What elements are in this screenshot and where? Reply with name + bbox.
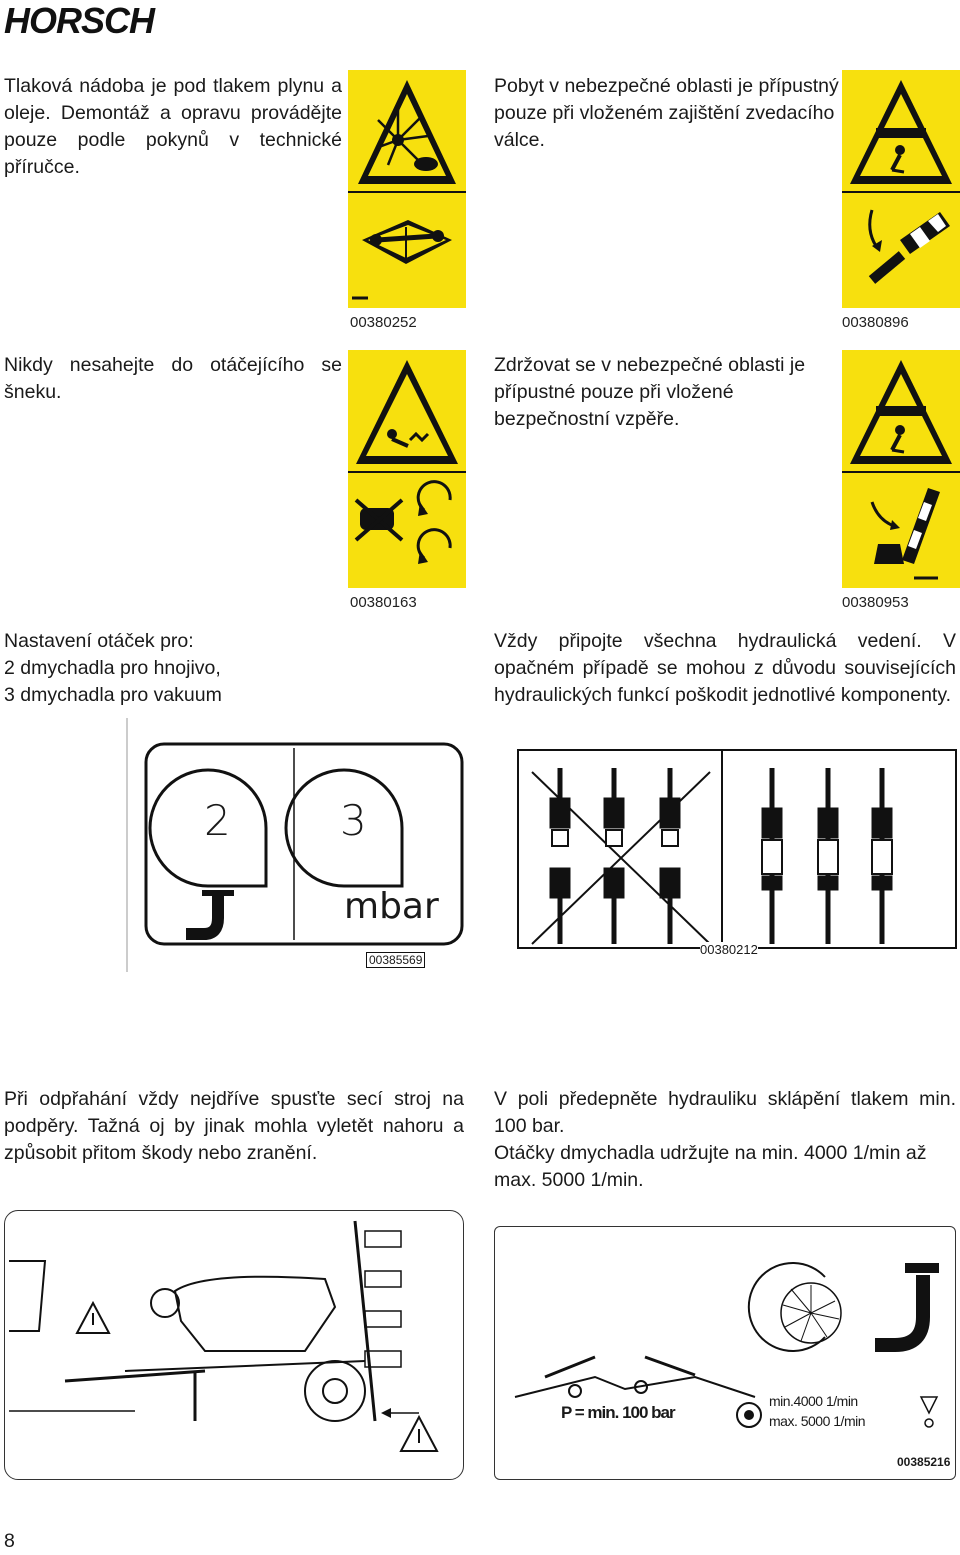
blower-digit-fertilizer: 2: [204, 796, 231, 845]
blower-sticker: [126, 718, 472, 972]
warning-sticker-explosion: [348, 70, 466, 308]
rpm-min: min.4000 1/min: [769, 1393, 858, 1409]
label-text-auger: Nikdy nesahejte do otáčejícího se šneku.: [4, 354, 342, 403]
blower-unit: mbar: [344, 886, 439, 927]
sticker-code: 00380163: [350, 594, 417, 611]
label-text-pressure-vessel: Tlaková nádoba je pod tlakem plynu a oleje. Demontáž a opravu provádějte pouze podle pokynů v technické příručce.: [4, 75, 342, 178]
rpm-max: max. 5000 1/min: [769, 1413, 865, 1429]
blower-digit-vacuum: 3: [340, 796, 367, 845]
sticker-code: 00380252: [350, 314, 417, 331]
drawbar-illustration: [4, 1210, 464, 1480]
pressure-value: P = min. 100 bar: [561, 1403, 675, 1422]
label-text-lift-cylinder: Pobyt v nebezpečné oblasti je přípustný pouze při vloženém zajištění zvedacího válce.: [494, 75, 839, 151]
warning-sticker-auger: [348, 350, 466, 588]
hydraulic-text: Vždy připojte všechna hydraulická vedení. V opačném případě se mohou z důvodu souvisejících hydraulických funkcí poškodit jednotlivé komponenty.: [494, 630, 956, 706]
warning-sticker-safety-prop: [842, 350, 960, 588]
hydraulic-sticker: [490, 748, 960, 972]
blower-text-line: Nastavení otáček pro:: [4, 630, 194, 652]
sticker-code: 00385569: [366, 952, 425, 968]
blower-text-line: 3 dmychadla pro vakuum: [4, 684, 222, 706]
label-text-safety-prop: Zdržovat se v nebezpečné oblasti je přípustné pouze při vložené bezpečnostní vzpěře.: [494, 354, 806, 430]
blower-text-line: 2 dmychadla pro hnojivo,: [4, 657, 221, 679]
sticker-code: 00385216: [897, 1455, 951, 1469]
horsch-logo: HORSCH: [4, 0, 155, 41]
blower-text: [4, 628, 342, 709]
sticker-code: 00380953: [842, 594, 909, 611]
sticker-code: 00380212: [700, 942, 758, 957]
page-number: 8: [4, 1530, 15, 1552]
warning-sticker-lift-cylinder: [842, 70, 960, 308]
pressure-sticker: [494, 1226, 956, 1480]
drawbar-text: Při odpřahání vždy nejdříve spusťte secí stroj na podpěry. Tažná oj by jinak mohla vyletět nahoru a způsobit přitom škody nebo zranění.: [4, 1088, 464, 1164]
pressure-text-line: Otáčky dmychadla udržujte na min. 4000 1/min až max. 5000 1/min.: [494, 1142, 927, 1191]
pressure-text-line: V poli předepněte hydrauliku sklápění tlakem min. 100 bar.: [494, 1088, 956, 1137]
pressure-text: [494, 1086, 956, 1194]
sticker-code: 00380896: [842, 314, 909, 331]
